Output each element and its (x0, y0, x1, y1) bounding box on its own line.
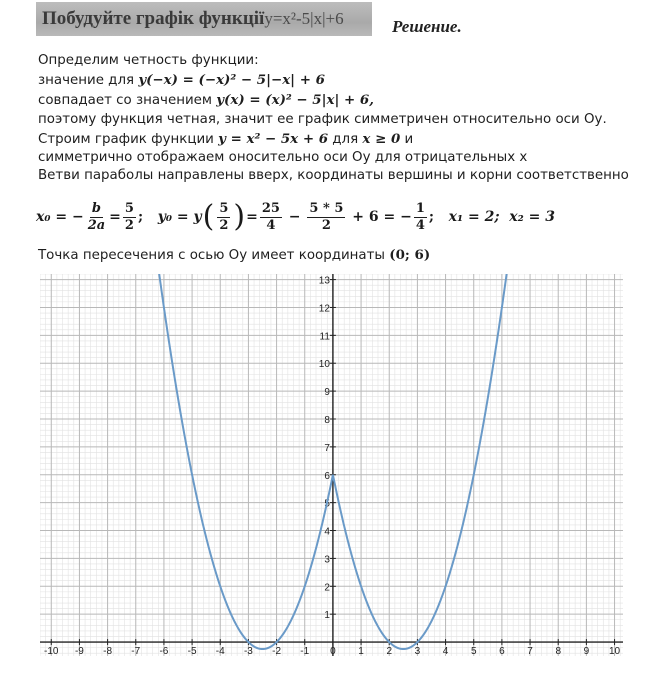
minus: − (283, 209, 306, 225)
fraction-b-2a: $\frac{b}{2a}$ (87, 200, 106, 233)
x-tick-label: -2 (272, 646, 282, 656)
fraction-5x5-2: $\frac{5 * 5}{2}$ (309, 200, 344, 233)
y-tick-label: 1 (324, 610, 330, 622)
y-tick-label: 6 (324, 470, 330, 482)
y0-lhs: y₀ = y (157, 209, 202, 225)
mirror-line: симметрично отображаем оносительно оси Оу для отрицательных х (38, 150, 528, 165)
x-tick-label: 2 (386, 646, 393, 656)
x-tick-label: 9 (583, 646, 590, 656)
x-tick-label: -6 (159, 646, 169, 656)
y-intercept-line (38, 247, 430, 263)
build-line (38, 131, 413, 147)
parity-conclusion: поэтому функция четная, значит ее график симметричен относительно оси Оу. (38, 112, 607, 127)
x-tick-label: 3 (414, 646, 421, 656)
build-text: Строим график функции (38, 132, 219, 147)
y-intercept-text: Точка пересечения с осью Оу имеет координаты (38, 248, 390, 263)
vertex-roots-formula (36, 192, 555, 242)
task-text: Побудуйте графік функції (42, 8, 265, 29)
x-tick-label: -8 (103, 646, 113, 656)
build-formula: y = x² − 5x + 6 (218, 131, 329, 147)
y-tick-label: 8 (324, 414, 330, 426)
parity-match-line (38, 92, 374, 108)
fraction-1-4: $\frac{1}{4}$ (415, 200, 425, 233)
y-tick-label: 10 (318, 359, 330, 371)
x-tick-label: 8 (555, 646, 562, 656)
eq1: = (109, 209, 121, 225)
parity-value-line (38, 72, 325, 88)
build-condition: x ≥ 0 (362, 131, 401, 147)
y-tick-label: 2 (324, 582, 330, 594)
y-tick-label: 12 (318, 303, 330, 315)
eq2: = (246, 209, 258, 225)
sep1: ; (137, 209, 158, 225)
function-graph (40, 274, 623, 656)
x-tick-label: -4 (215, 646, 225, 656)
y-tick-label: 11 (319, 331, 330, 343)
task-banner (36, 2, 372, 36)
y-tick-label: 7 (324, 442, 330, 454)
build-end: и (400, 132, 414, 147)
grid-minor (40, 274, 623, 656)
parity-value-formula: y(−x) = (−x)² − 5|−x| + 6 (138, 72, 325, 88)
task-formula: y=x²-5|x|+6 (264, 9, 344, 28)
x-tick-label: 1 (358, 646, 364, 656)
solution-title: Решение. (392, 17, 462, 36)
parity-value-text: значение для (38, 73, 139, 88)
fraction-arg-5-2: $\frac{5}{2}$ (219, 200, 229, 233)
fraction-25-4: $\frac{25}{4}$ (261, 200, 280, 233)
y-tick-label: 9 (324, 387, 330, 399)
plus6: + 6 = − (347, 209, 412, 225)
parity-intro: Определим четность функции: (38, 53, 259, 68)
x-tick-label: 5 (470, 646, 477, 656)
x-tick-label: 10 (608, 646, 621, 656)
y-tick-label: 5 (324, 498, 330, 510)
paren-left: ( (202, 199, 215, 234)
x-tick-label: 4 (442, 646, 449, 656)
x0-lhs: x₀ = − (36, 209, 84, 225)
paren-right: ) (233, 199, 246, 234)
build-mid: для (328, 132, 363, 147)
y-tick-label: 4 (324, 526, 330, 538)
x-tick-label: 6 (499, 646, 505, 656)
x-tick-label: -3 (243, 646, 253, 656)
parity-match-formula: y(x) = (x)² − 5|x| + 6, (216, 92, 374, 108)
y-tick-label: 13 (318, 275, 330, 287)
branches-line: Ветви параболы направлены вверх, координаты вершины и корни соответственно (38, 168, 629, 183)
x-tick-label: -5 (187, 646, 197, 656)
fraction-5-2: $\frac{5}{2}$ (124, 200, 134, 233)
parity-match-text: совпадает со значением (38, 93, 217, 108)
x-tick-label: -7 (131, 646, 141, 656)
x-tick-label: -1 (300, 646, 310, 656)
y-tick-label: 3 (324, 554, 330, 566)
root-x1: x₁ = 2; (448, 209, 500, 225)
root-x2: x₂ = 3 (499, 209, 555, 225)
x-tick-label: -10 (44, 646, 59, 656)
y-intercept-coords: (0; 6) (389, 247, 431, 263)
sep2: ; (428, 209, 449, 225)
x-tick-label: 7 (527, 646, 533, 656)
x-tick-label: -9 (74, 646, 84, 656)
x-tick-label: 0 (330, 646, 336, 656)
